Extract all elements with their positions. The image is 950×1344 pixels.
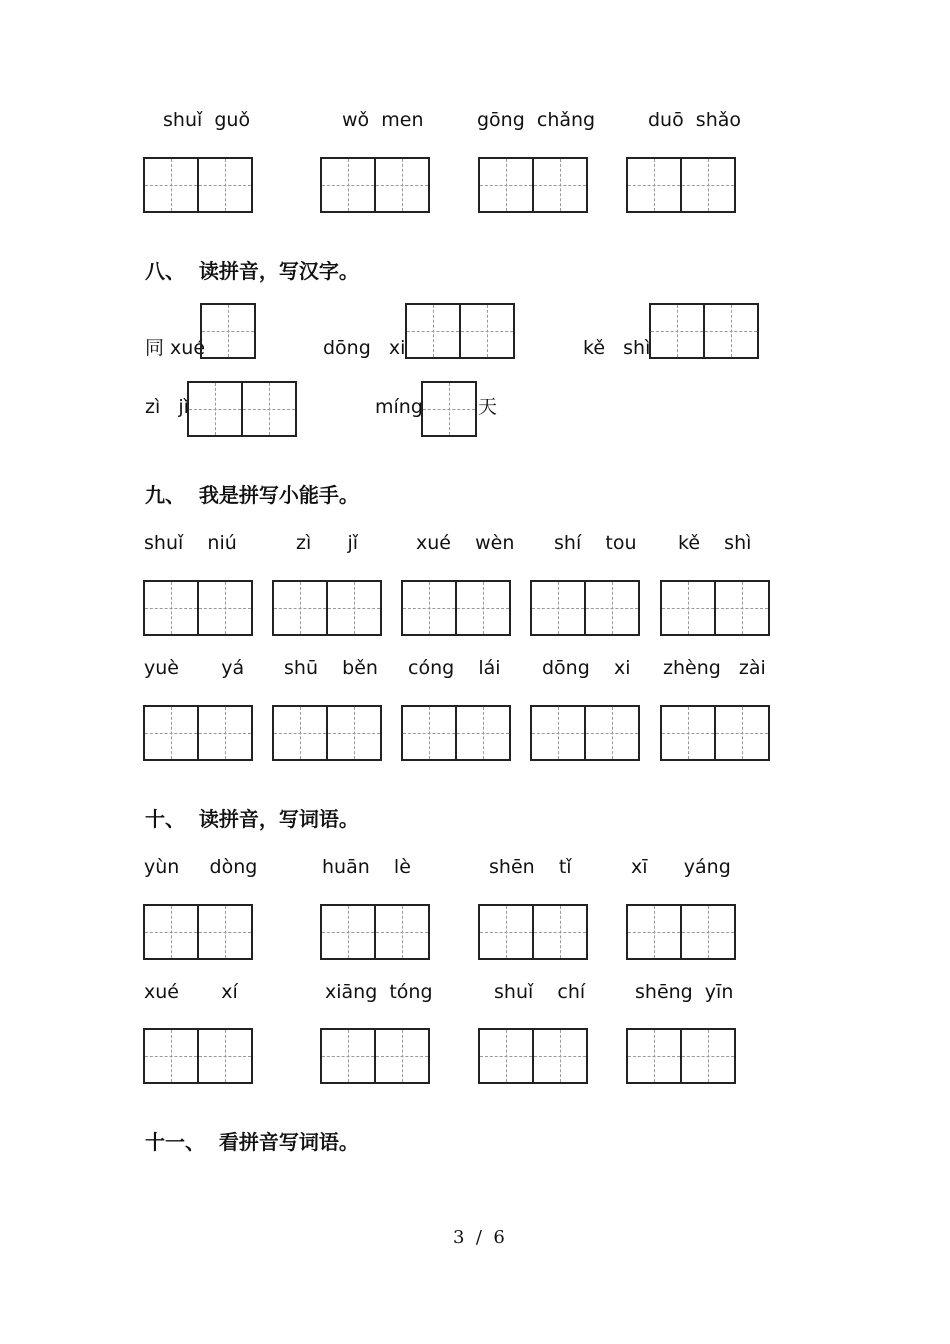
writing-grid[interactable] xyxy=(143,705,253,761)
pinyin-label: dōng xi xyxy=(542,657,631,679)
pinyin-label: yuè yá xyxy=(144,657,245,679)
writing-grid[interactable] xyxy=(478,1028,588,1084)
pinyin-label: kě shì xyxy=(678,532,752,554)
writing-grid[interactable] xyxy=(626,1028,736,1084)
pinyin-label: shuǐ chí xyxy=(494,981,586,1003)
writing-grid[interactable] xyxy=(187,381,297,437)
pinyin-label: zhèng zài xyxy=(663,657,766,679)
pinyin-label: shuǐ guǒ xyxy=(163,109,251,131)
writing-grid[interactable] xyxy=(421,381,477,437)
pinyin-label: duō shǎo xyxy=(648,109,742,131)
writing-grid[interactable] xyxy=(200,303,256,359)
writing-grid[interactable] xyxy=(401,580,511,636)
writing-grid[interactable] xyxy=(401,705,511,761)
writing-grid[interactable] xyxy=(320,1028,430,1084)
pinyin-prefix: kě shì xyxy=(583,337,651,359)
writing-grid[interactable] xyxy=(626,904,736,960)
pinyin-label: xī yáng xyxy=(631,856,731,878)
writing-grid[interactable] xyxy=(626,157,736,213)
pinyin-label: shuǐ niú xyxy=(144,532,237,554)
pinyin-label: xué xí xyxy=(144,981,238,1003)
writing-grid[interactable] xyxy=(143,904,253,960)
pinyin-prefix: zì jǐ xyxy=(145,396,189,418)
pinyin-label: shí tou xyxy=(554,532,637,554)
pinyin-label: shēng yīn xyxy=(635,981,734,1003)
pinyin-prefix: 同 xué xyxy=(145,337,206,359)
pinyin-label: wǒ men xyxy=(342,109,424,131)
writing-grid[interactable] xyxy=(478,904,588,960)
writing-grid[interactable] xyxy=(530,705,640,761)
writing-grid[interactable] xyxy=(649,303,759,359)
pinyin-label: shēn tǐ xyxy=(489,856,572,878)
pinyin-prefix: dōng xi xyxy=(323,337,406,359)
pinyin-label: xiāng tóng xyxy=(325,981,433,1003)
writing-grid[interactable] xyxy=(320,157,430,213)
section-title: 十、 读拼音，写词语。 xyxy=(145,807,359,831)
writing-grid[interactable] xyxy=(143,157,253,213)
writing-grid[interactable] xyxy=(272,580,382,636)
section-title: 九、 我是拼写小能手。 xyxy=(145,483,359,507)
pinyin-label: yùn dòng xyxy=(144,856,258,878)
writing-grid[interactable] xyxy=(478,157,588,213)
pinyin-prefix: míng xyxy=(375,396,423,418)
writing-grid[interactable] xyxy=(660,705,770,761)
writing-grid[interactable] xyxy=(143,580,253,636)
pinyin-label: shū běn xyxy=(284,657,378,679)
writing-grid[interactable] xyxy=(272,705,382,761)
hanzi-suffix: 天 xyxy=(478,396,498,418)
pinyin-label: cóng lái xyxy=(408,657,501,679)
writing-grid[interactable] xyxy=(143,1028,253,1084)
writing-grid[interactable] xyxy=(530,580,640,636)
pinyin-label: xué wèn xyxy=(416,532,515,554)
writing-grid[interactable] xyxy=(405,303,515,359)
page-number: 3 / 6 xyxy=(453,1227,505,1248)
pinyin-label: zì jǐ xyxy=(296,532,359,554)
pinyin-label: gōng chǎng xyxy=(477,109,596,131)
pinyin-label: huān lè xyxy=(322,856,411,878)
section-title: 八、 读拼音，写汉字。 xyxy=(145,259,359,283)
section-title: 十一、 看拼音写词语。 xyxy=(145,1130,359,1154)
writing-grid[interactable] xyxy=(660,580,770,636)
writing-grid[interactable] xyxy=(320,904,430,960)
